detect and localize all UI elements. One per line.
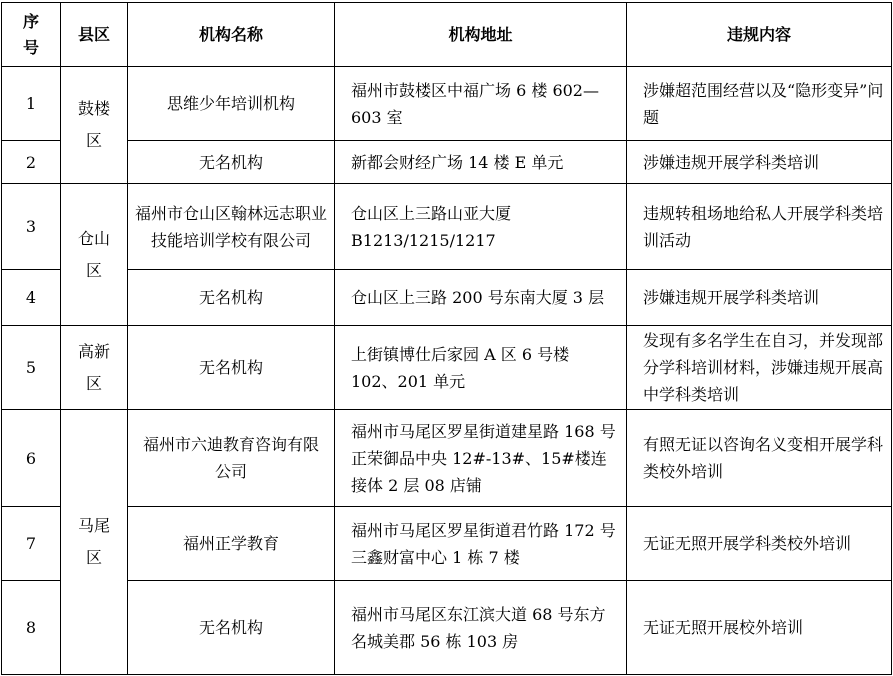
table-row — [2, 507, 892, 581]
row-name: 思维少年培训机构 — [128, 67, 335, 141]
row-violation: 无证无照开展学科类校外培训 — [627, 507, 892, 581]
row-seq: 8 — [2, 581, 61, 675]
row-seq: 1 — [2, 67, 61, 141]
county-cell: 马尾区 — [61, 410, 128, 675]
row-violation: 涉嫌违规开展学科类培训 — [627, 141, 892, 184]
row-address: 上街镇博仕后家园 A 区 6 号楼 102、201 单元 — [335, 326, 627, 410]
table-row — [2, 270, 892, 326]
row-address: 仓山区上三路 200 号东南大厦 3 层 — [335, 270, 627, 326]
table-row — [2, 410, 892, 507]
header-row — [2, 3, 892, 67]
row-address: 福州市鼓楼区中福广场 6 楼 602—603 室 — [335, 67, 627, 141]
row-seq: 4 — [2, 270, 61, 326]
county-cell: 鼓楼区 — [61, 67, 128, 184]
header-county: 县区 — [61, 3, 128, 67]
row-violation: 无证无照开展校外培训 — [627, 581, 892, 675]
header-name: 机构名称 — [128, 3, 335, 67]
table-row — [2, 326, 892, 410]
row-address: 仓山区上三路山亚大厦 B1213/1215/1217 — [335, 184, 627, 270]
row-violation: 有照无证以咨询名义变相开展学科类校外培训 — [627, 410, 892, 507]
row-name: 无名机构 — [128, 581, 335, 675]
row-name: 无名机构 — [128, 326, 335, 410]
table-row — [2, 581, 892, 675]
row-name: 福州正学教育 — [128, 507, 335, 581]
row-violation: 涉嫌违规开展学科类培训 — [627, 270, 892, 326]
county-cell: 仓山区 — [61, 184, 128, 326]
row-name: 福州市仓山区翰林远志职业技能培训学校有限公司 — [128, 184, 335, 270]
table-row — [2, 67, 892, 141]
row-address: 福州市马尾区东江滨大道 68 号东方名城美郡 56 栋 103 房 — [335, 581, 627, 675]
row-address: 福州市马尾区罗星街道君竹路 172 号三鑫财富中心 1 栋 7 楼 — [335, 507, 627, 581]
row-name: 无名机构 — [128, 141, 335, 184]
row-seq: 2 — [2, 141, 61, 184]
row-name: 无名机构 — [128, 270, 335, 326]
row-address: 新都会财经广场 14 楼 E 单元 — [335, 141, 627, 184]
table-row — [2, 184, 892, 270]
row-violation: 违规转租场地给私人开展学科类培训活动 — [627, 184, 892, 270]
row-violation: 发现有多名学生在自习，并发现部分学科培训材料，涉嫌违规开展高中学科类培训 — [627, 326, 892, 410]
table-row — [2, 141, 892, 184]
header-seq: 序号 — [2, 3, 61, 67]
row-seq: 6 — [2, 410, 61, 507]
row-violation: 涉嫌超范围经营以及“隐形变异”问题 — [627, 67, 892, 141]
row-address: 福州市马尾区罗星街道建星路 168 号正荣御品中央 12#-13#、15#楼连接体 2 层 08 店铺 — [335, 410, 627, 507]
row-name: 福州市六迪教育咨询有限公司 — [128, 410, 335, 507]
violations-table — [1, 2, 892, 675]
row-seq: 5 — [2, 326, 61, 410]
row-seq: 3 — [2, 184, 61, 270]
header-violation: 违规内容 — [627, 3, 892, 67]
header-address: 机构地址 — [335, 3, 627, 67]
row-seq: 7 — [2, 507, 61, 581]
county-cell: 高新区 — [61, 326, 128, 410]
